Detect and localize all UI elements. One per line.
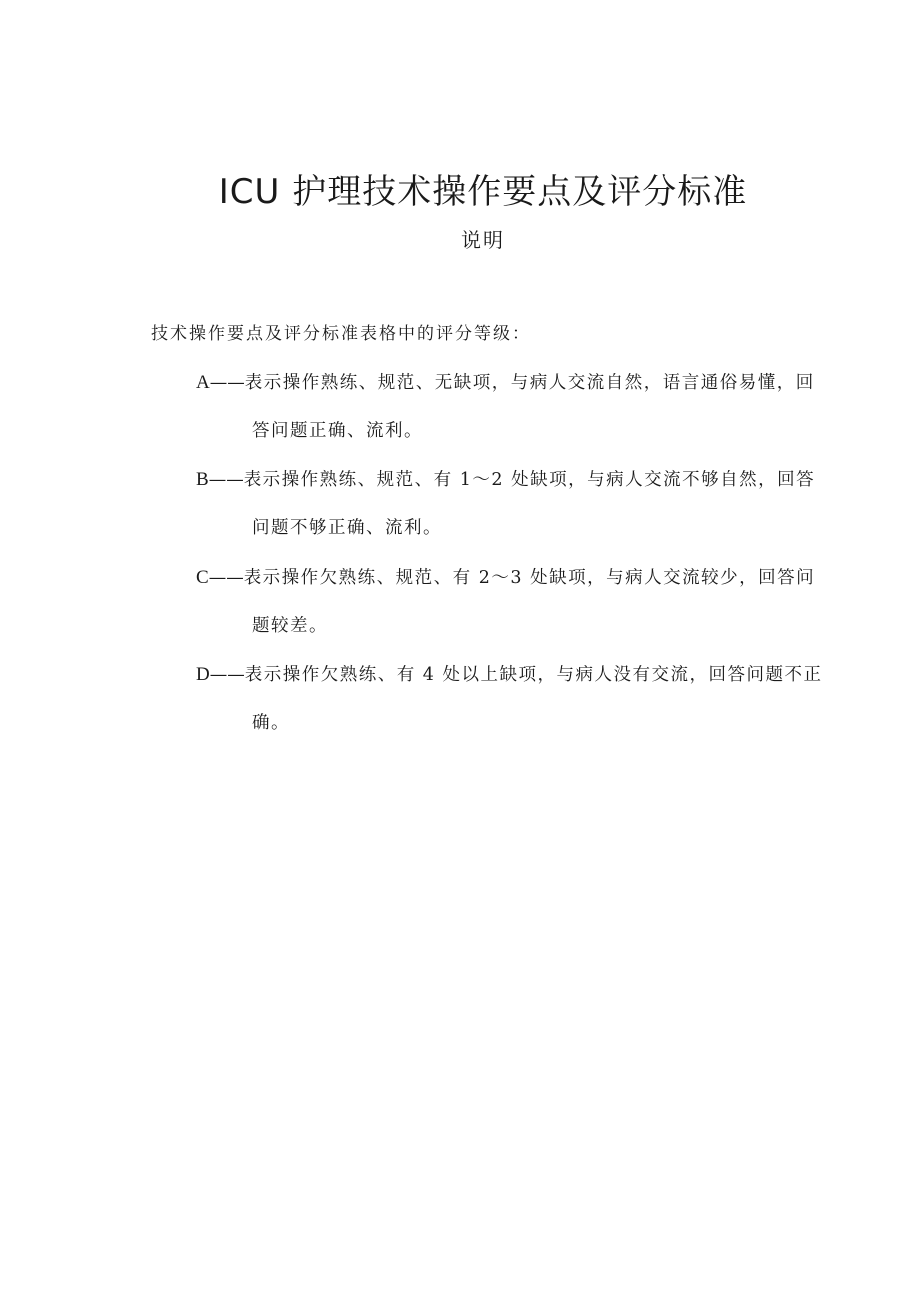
grade-description: 表示操作欠熟练、有 4 处以上缺项，与病人没有交流，回答问题不正	[244, 665, 823, 685]
page-title: ICU 护理技术操作要点及评分标准	[218, 172, 748, 212]
grade-line	[196, 359, 860, 407]
grade-line	[196, 554, 860, 602]
grade-line	[196, 456, 860, 504]
grade-item-a	[196, 359, 860, 455]
grade-description: 表示操作熟练、规范、无缺项，与病人交流自然，语言通俗易懂，回	[244, 373, 815, 393]
grade-description-continued: 题较差。	[252, 616, 328, 636]
intro-paragraph: 技术操作要点及评分标准表格中的评分等级：	[151, 324, 531, 344]
grade-letter: B	[196, 469, 209, 490]
grade-line	[196, 651, 860, 699]
grade-description: 表示操作欠熟练、规范、有 2～3 处缺项，与病人交流较少，回答问	[243, 568, 816, 588]
grade-item-b	[196, 456, 860, 552]
grade-description-continued: 确。	[252, 713, 290, 733]
grade-description-continued: 问题不够正确、流利。	[252, 518, 442, 538]
grade-item-c	[196, 554, 860, 650]
grade-description: 表示操作熟练、规范、有 1～2 处缺项，与病人交流不够自然，回答	[243, 470, 816, 490]
grade-dash: ——	[208, 470, 244, 490]
grade-item-d	[196, 651, 860, 747]
grade-letter: C	[196, 567, 209, 588]
page-subtitle: 说明	[461, 228, 505, 252]
grade-letter: D	[196, 664, 210, 685]
grade-description-continued: 答问题正确、流利。	[252, 421, 423, 441]
grade-dash: ——	[209, 373, 245, 393]
grade-letter: A	[196, 372, 210, 393]
grade-dash: ——	[209, 665, 245, 685]
grade-dash: ——	[208, 568, 244, 588]
